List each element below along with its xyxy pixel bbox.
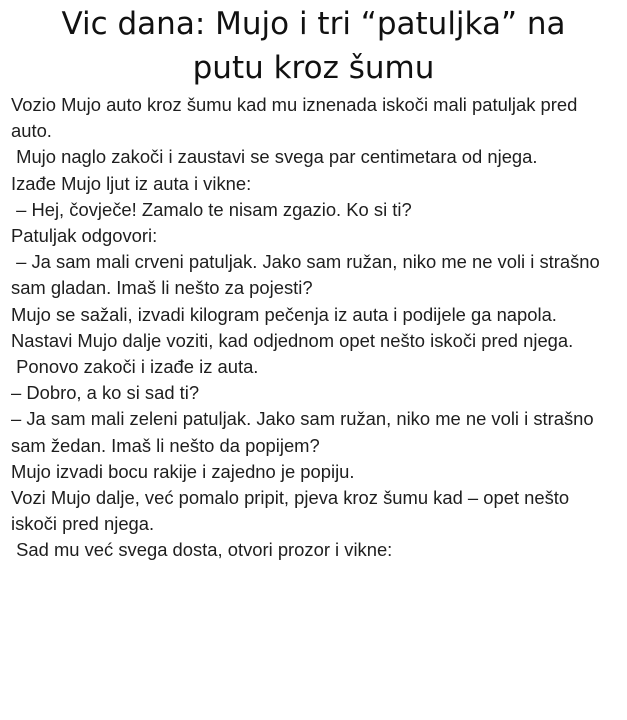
article-title: Vic dana: Mujo i tri “patuljka” na putu kroz šumu (61, 6, 566, 86)
paragraph: Ponovo zakoči i izađe iz auta. (11, 356, 259, 378)
paragraph: – Dobro, a ko si sad ti? (11, 382, 200, 404)
paragraph: Mujo se sažali, izvadi kilogram pečenja iz auta i podijele ga napola. (11, 303, 557, 325)
paragraph: – Ja sam mali zeleni patuljak. Jako sam ružan, niko me ne voli i strašno sam žedan. Imaš li nešto da popijem? (11, 408, 599, 456)
paragraph: Nastavi Mujo dalje voziti, kad odjednom opet nešto iskoči pred njega. (11, 329, 574, 351)
paragraph: Mujo naglo zakoči i zaustavi se svega par centimetara od njega. (11, 146, 538, 168)
paragraph: Mujo izvadi bocu rakije i zajedno je popiju. (11, 460, 355, 482)
paragraph: Vozio Mujo auto kroz šumu kad mu iznenada iskoči mali patuljak pred auto. (11, 94, 583, 142)
paragraph: – Hej, čovječe! Zamalo te nisam zgazio. Ko si ti? (11, 198, 412, 220)
paragraph: – Ja sam mali crveni patuljak. Jako sam ružan, niko me ne voli i strašno sam gladan. Imaš li nešto za pojesti? (11, 251, 605, 299)
paragraph: Patuljak odgovori: (11, 225, 158, 247)
paragraph: Sad mu već svega dosta, otvori prozor i vikne: (11, 539, 393, 561)
paragraph: Vozi Mujo dalje, već pomalo pripit, pjeva kroz šumu kad – opet nešto iskoči pred njega. (11, 487, 575, 535)
article-body (11, 92, 619, 564)
paragraph: Izađe Mujo ljut iz auta i vikne: (11, 172, 252, 194)
